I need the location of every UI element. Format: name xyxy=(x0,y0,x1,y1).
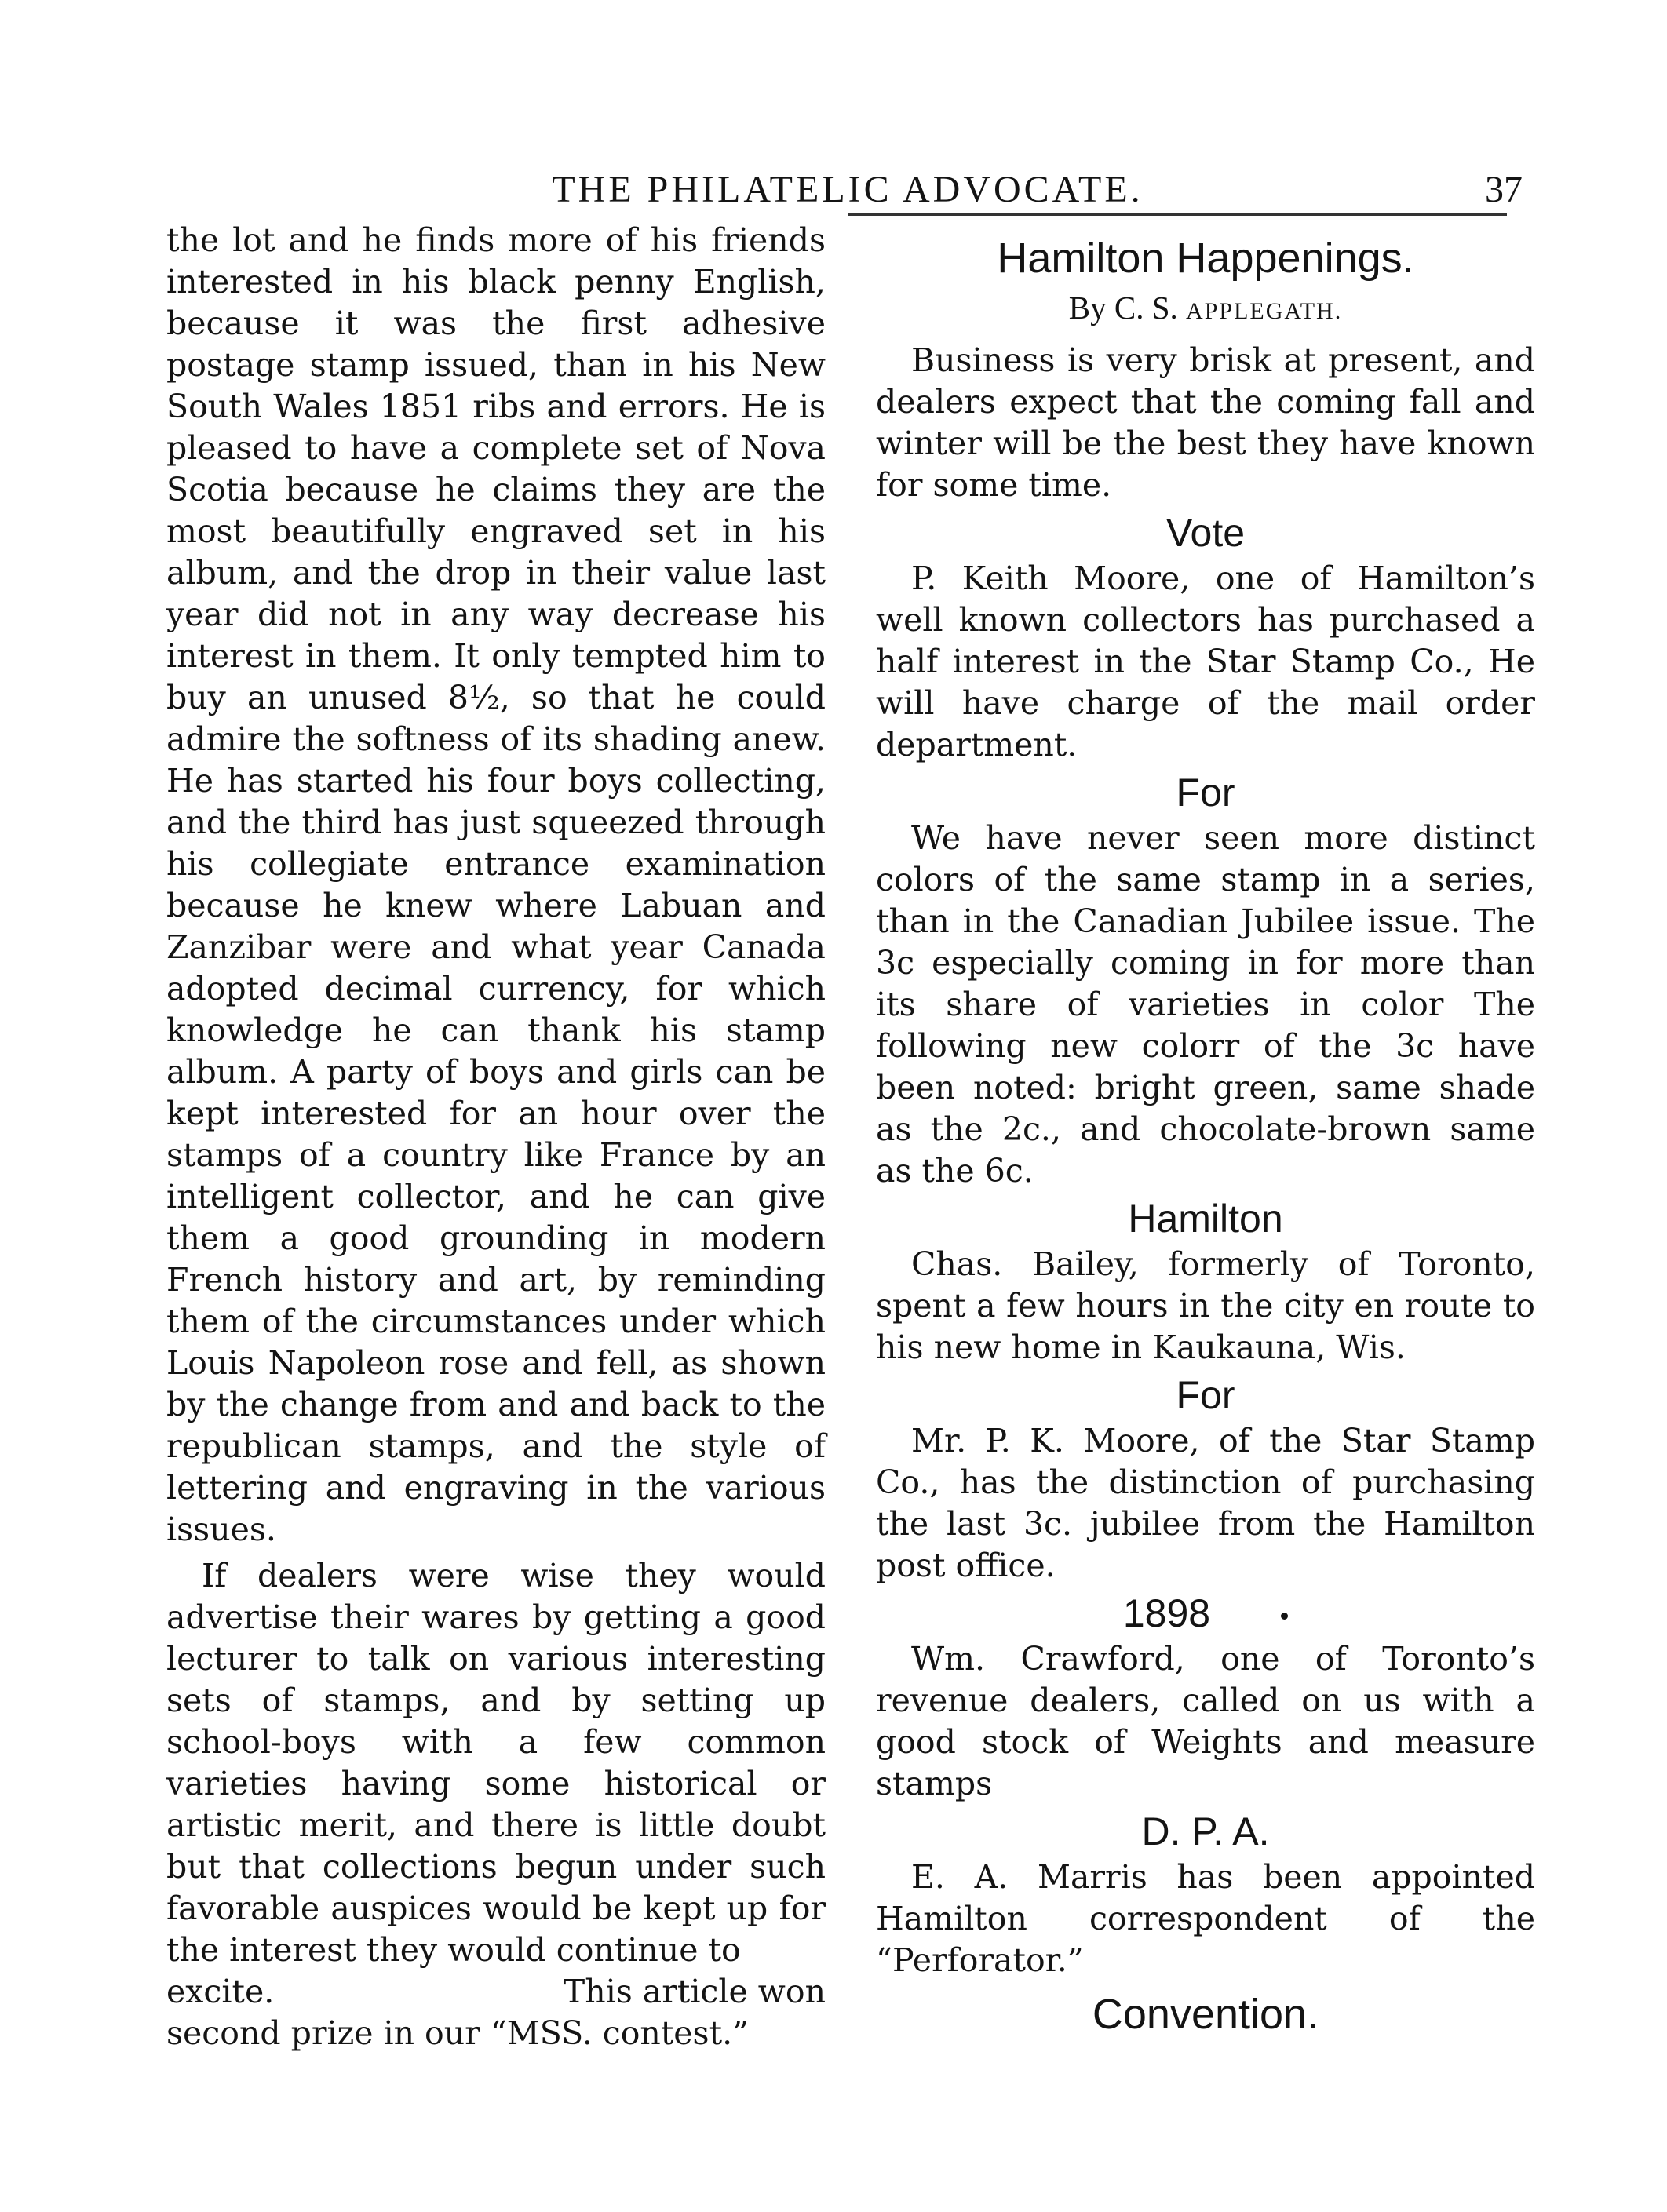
left-paragraph-1: the lot and he finds more of his friends interested in his black penny English, because it was the first adhesive postage stamp issued, than in his New South Wales 1851 ribs and errors. He is pleased to have a complete set of Nova Scotia because he claims they are the most beautifully engraved set in his album, and the drop in their value last year did not in any way decrease his interest in them. It only tempted him to buy an unused 8½, so that he could admire the softness of its shading anew. He has started his four boys collecting, and the third has just squeezed through his collegiate entrance examination because he knew where Labuan and Zanzibar were and what year Canada adopted decimal currency, for which knowledge he can thank his stamp album. A party of boys and girls can be kept interested for an hour over the stamps of a country like France by an intelligent collector, and he can give them a good grounding in modern French history and art, by reminding them of the circumstances under which Louis Napoleon rose and fell, as shown by the change from and and back to the republican stamps, and the style of lettering and engraving in the various issues. xyxy=(166,221,826,1548)
article-title: Hamilton Happenings. xyxy=(997,235,1414,282)
section-heading-dpa: D. P. A. xyxy=(1141,1809,1270,1853)
signoff-contest: second prize in our “MSS. contest.” xyxy=(166,2014,750,2052)
header-rule xyxy=(848,213,1507,216)
section-text-for-2: Mr. P. K. Moore, of the Star Stamp Co., has the distinction of purchasing the last 3c. jubilee from the Hamilton post office. xyxy=(876,1422,1535,1584)
section-heading-1898-wrap xyxy=(876,1590,1535,1637)
section-text-dpa: E. A. Marris has been appointed Hamilton correspondent of the “Perforator.” xyxy=(876,1858,1535,1979)
signoff-excite: excite. xyxy=(166,1973,275,2010)
section-heading-vote: Vote xyxy=(1165,511,1246,555)
left-column xyxy=(166,220,826,2054)
closing-heading-convention: Convention. xyxy=(1092,1991,1319,2038)
byline-prefix: By C. S. xyxy=(1068,290,1178,326)
section-text-vote: P. Keith Moore, one of Hamilton’s well known collectors has purchased a half interest in the Star Stamp Co., He will have charge of the mail order department. xyxy=(876,559,1535,763)
signoff-prize-note: This article won xyxy=(563,1973,826,2010)
bullet-dot xyxy=(1281,1613,1288,1620)
article-signoff xyxy=(166,1971,826,2054)
page-number: 37 xyxy=(1485,169,1523,210)
running-title: THE PHILATELIC ADVOCATE. xyxy=(552,169,1144,210)
section-text-1898: Wm. Crawford, one of Toronto’s revenue dealers, called on us with a good stock of Weights and measure stamps xyxy=(876,1640,1535,1802)
right-column xyxy=(876,220,1535,2039)
section-heading-1898: 1898 xyxy=(1122,1591,1211,1635)
left-paragraph-2: If dealers were wise they would advertise their wares by getting a good lecturer to talk on various interesting sets of stamps, and by setting up school-boys with a few common varieties having some historical or artistic merit, and there is little doubt but that collections begun under such favorable auspices would be kept up for the interest they would continue to xyxy=(166,1557,826,1969)
section-heading-for-1: For xyxy=(1176,771,1235,814)
byline-name: APPLEGATH. xyxy=(1186,298,1343,324)
running-head xyxy=(181,168,1523,215)
byline xyxy=(876,287,1535,332)
section-text-hamilton: Chas. Bailey, formerly of Toronto, spent a few hours in the city en route to his new home in Kaukauna, Wis. xyxy=(876,1245,1535,1366)
section-heading-hamilton: Hamilton xyxy=(1128,1197,1283,1241)
intro-paragraph: Business is very brisk at present, and dealers expect that the coming fall and winter will be the best they have known for some time. xyxy=(876,341,1535,504)
section-heading-for-2: For xyxy=(1176,1373,1235,1417)
section-text-for-1: We have never seen more distinct colors of the same stamp in a series, than in the Canadian Jubilee issue. The 3c especially coming in for more than its share of varieties in color The following new colorr of the 3c have been noted: bright green, same shade as the 2c., and chocolate-brown same as the 6c. xyxy=(876,819,1535,1190)
